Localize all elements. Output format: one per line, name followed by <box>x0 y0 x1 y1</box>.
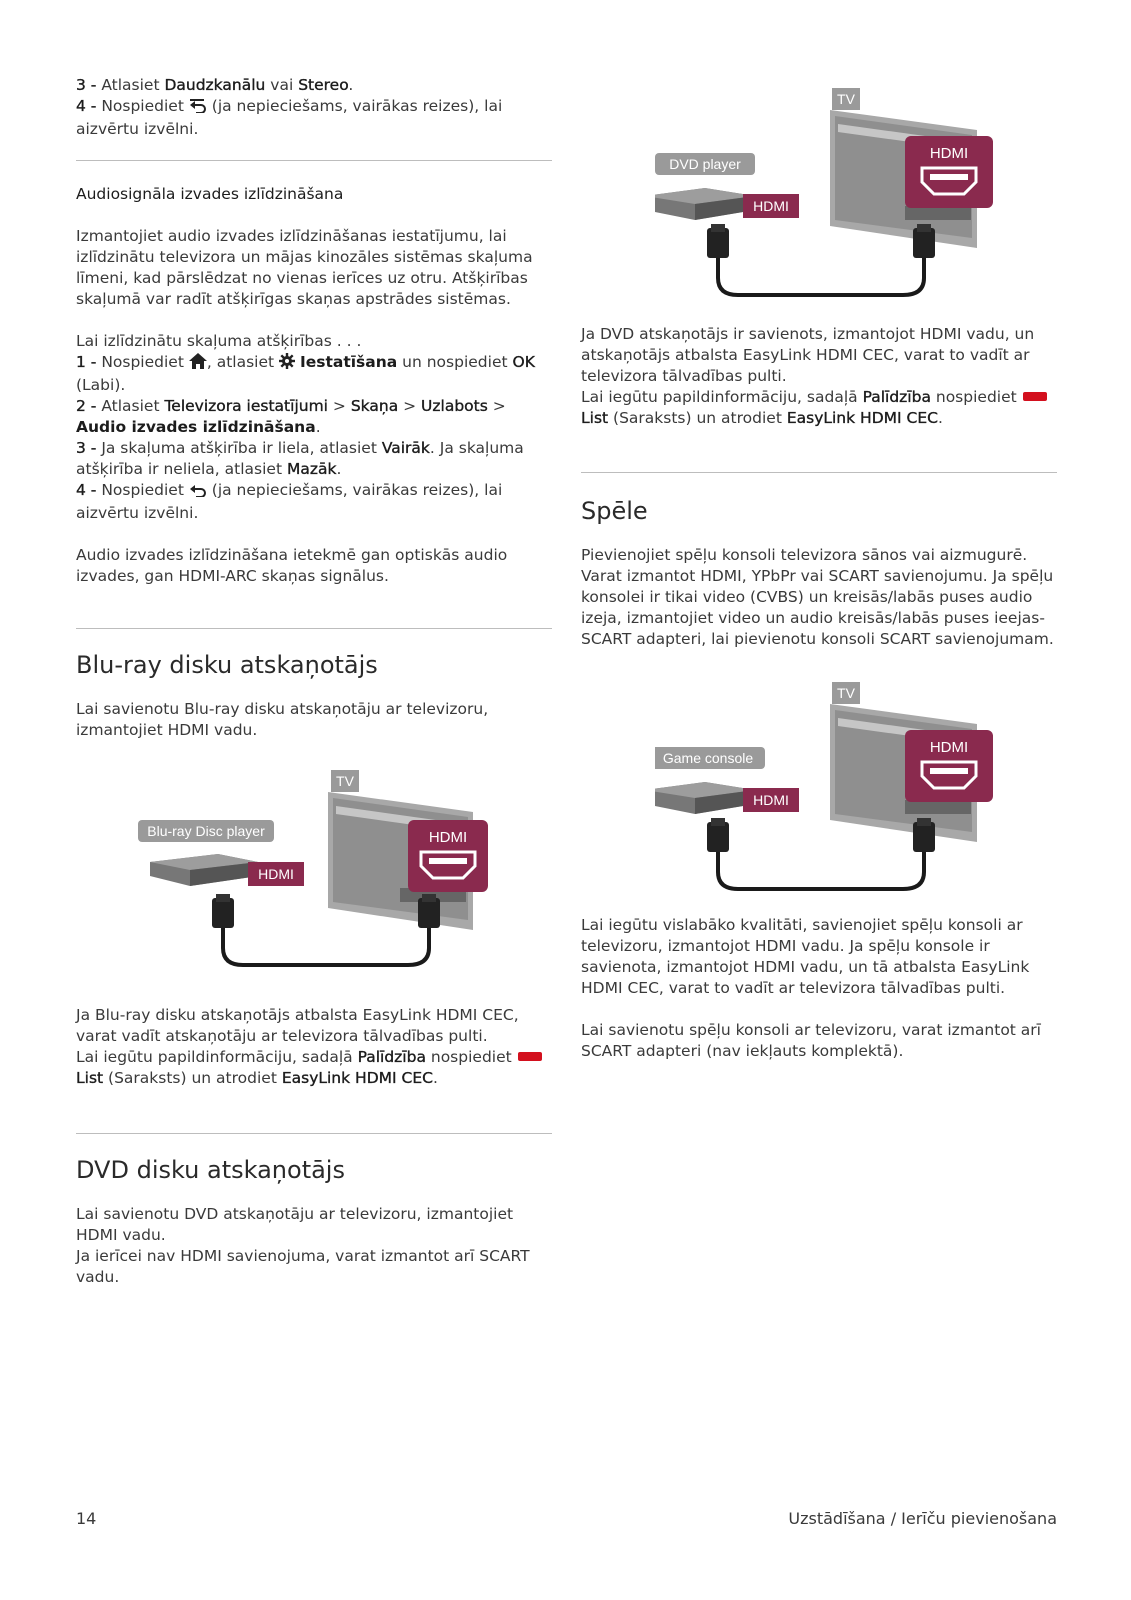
step-3-channels: 3 - Atlasiet Daudzkanālu vai Stereo. <box>76 76 354 94</box>
step-4-close: 4 - Nospiediet (ja nepieciešams, vairākas reizes), lai aizvērtu izvēlni. <box>76 97 503 138</box>
heading-dvd: DVD disku atskaņotājs <box>76 1156 345 1184</box>
hdmi-tv-label: HDMI <box>929 145 969 162</box>
game-description: Pievienojiet spēļu konsoli televizora sānos vai aizmugurē. Varat izmantot HDMI, YPbPr vai SCART savienojumu. Ja spēļu konsolei ir tikai video (CVBS) un kreisās/labās puses audio izeja, izmantojiet video un audio kreisās/labās puses ieejas-SCART adapteri, lai pievienotu konsoli SCART savienojumam. <box>581 546 1054 648</box>
red-key-icon <box>1023 392 1047 401</box>
leveling-step-1: 1 - Nospiediet , atlasiet Iestatīšana un nospiediet OK (Labi). <box>76 353 535 394</box>
left-column <box>76 75 552 140</box>
hdmi-tv-label: HDMI <box>929 739 969 756</box>
bluray-easylink <box>76 1005 552 1089</box>
game-details <box>581 915 1057 1062</box>
audio-leveling-section <box>76 184 552 587</box>
tv-label: TV <box>837 685 855 701</box>
back-icon <box>189 482 207 503</box>
divider <box>76 628 552 629</box>
leveling-step-2: 2 - Atlasiet Televizora iestatījumi > Skaņa > Uzlabots > Audio izvades izlīdzināšana. <box>76 397 506 436</box>
bluray-description: Lai savienotu Blu-ray disku atskaņotāju ar televizoru, izmantojiet HDMI vadu. <box>76 700 489 739</box>
page-number: 14 <box>76 1509 97 1528</box>
dvd-help-text: Lai iegūtu papildinformāciju, sadaļā Palīdzība nospiedietList (Saraksts) un atrodiet EasyLink HDMI CEC. <box>581 387 1057 429</box>
bluray-intro <box>76 699 552 741</box>
game-intro <box>581 545 1057 650</box>
game-console-illustration <box>655 782 755 814</box>
bluray-player-illustration <box>150 854 258 886</box>
game-scart-text: Lai savienotu spēļu konsoli ar televizoru, varat izmantot arī SCART adapteri (nav iekļauts komplektā). <box>581 1021 1041 1060</box>
device-label: DVD player <box>669 156 741 172</box>
divider <box>76 160 552 161</box>
dvd-easylink <box>581 324 1057 429</box>
bluray-connection-diagram <box>138 770 508 1006</box>
dvd-description: Lai savienotu DVD atskaņotāju ar televizoru, izmantojiet HDMI vadu. <box>76 1205 514 1244</box>
hdmi-device-label: HDMI <box>753 792 789 808</box>
dvd-intro <box>76 1204 552 1288</box>
device-label: Game console <box>662 750 754 766</box>
leveling-note: Audio izvades izlīdzināšana ietekmē gan optiskās audio izvades, gan HDMI-ARC skaņas signālus. <box>76 546 508 585</box>
dvd-connection-diagram <box>655 88 1025 324</box>
hdmi-device-label: HDMI <box>258 866 294 882</box>
game-connection-diagram <box>655 682 1025 918</box>
bluray-help-text: Lai iegūtu papildinformāciju, sadaļā Palīdzība nospiedietList (Saraksts) un atrodiet EasyLink HDMI CEC. <box>76 1047 552 1089</box>
divider <box>76 1133 552 1134</box>
heading-game: Spēle <box>581 497 648 525</box>
red-key-icon <box>518 1052 542 1061</box>
footer-section-title: Uzstādīšana / Ierīču pievienošana <box>788 1509 1057 1528</box>
tv-label: TV <box>336 773 354 789</box>
audio-leveling-description: Izmantojiet audio izvades izlīdzināšanas iestatījumu, lai izlīdzinātu televizora un mājas kinozāles sistēmas skaļuma līmeni, kad pārslēdzat no vienas ierīces uz otru. Atšķirības skaļumā var radīt atšķirīgas skaņas apstrādes sistēmas. <box>76 227 533 308</box>
home-icon <box>189 353 207 375</box>
gear-icon <box>279 353 295 375</box>
dvd-player-illustration <box>655 188 755 220</box>
leveling-intro: Lai izlīdzinātu skaļuma atšķirības . . . <box>76 332 362 350</box>
sub-heading-audio-leveling: Audiosignāla izvades izlīdzināšana <box>76 185 344 203</box>
hdmi-tv-label: HDMI <box>428 829 468 846</box>
tv-label: TV <box>837 91 855 107</box>
dvd-easylink-text: Ja DVD atskaņotājs ir savienots, izmantojot HDMI vadu, un atskaņotājs atbalsta EasyLink HDMI CEC, varat to vadīt ar televizora tālvadības pulti. <box>581 325 1035 385</box>
leveling-step-4: 4 - Nospiediet (ja nepieciešams, vairākas reizes), lai aizvērtu izvēlni. <box>76 481 503 522</box>
game-hdmi-text: Lai iegūtu vislabāko kvalitāti, savienojiet spēļu konsoli ar televizoru, izmantojot HDMI vadu. Ja spēļu konsole ir savienota, izmantojot HDMI vadu, un tā atbalsta EasyLink HDMI CEC, varat to vadīt ar televizora tālvadības pulti. <box>581 916 1030 997</box>
heading-bluray: Blu-ray disku atskaņotājs <box>76 651 378 679</box>
bluray-easylink-text: Ja Blu-ray disku atskaņotājs atbalsta EasyLink HDMI CEC, varat vadīt atskaņotāju ar televizora tālvadības pulti. <box>76 1006 519 1045</box>
back-icon <box>189 98 207 119</box>
leveling-step-3: 3 - Ja skaļuma atšķirība ir liela, atlasiet Vairāk. Ja skaļuma atšķirība ir neliela, atlasiet Mazāk. <box>76 439 524 478</box>
device-label: Blu-ray Disc player <box>147 823 265 839</box>
hdmi-device-label: HDMI <box>753 198 789 214</box>
divider <box>581 472 1057 473</box>
dvd-scart-note: Ja ierīcei nav HDMI savienojuma, varat izmantot arī SCART vadu. <box>76 1247 530 1286</box>
